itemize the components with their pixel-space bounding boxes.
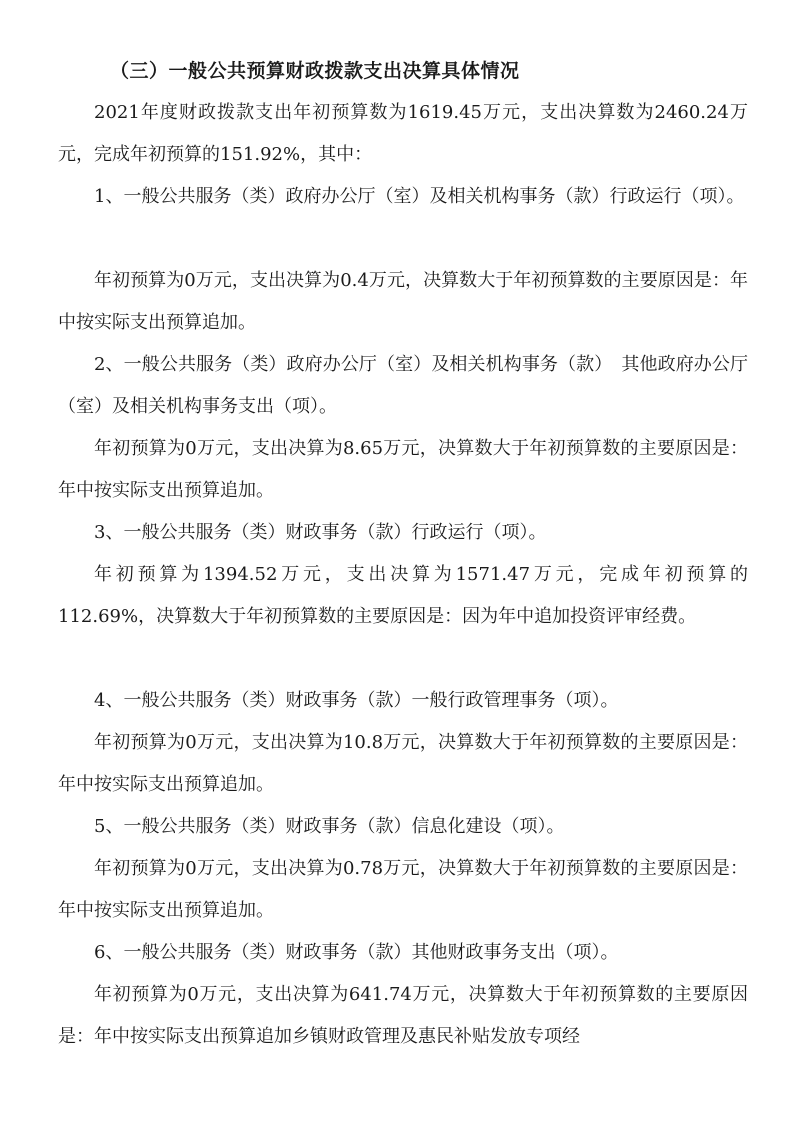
paragraph-item-1-title: 1、一般公共服务（类）政府办公厅（室）及相关机构事务（款）行政运行（项）。 [94, 186, 745, 207]
paragraph-item-4-detail: 年初预算为0万元，支出决算为10.8万元，决算数大于年初预算数的主要原因是：年中按实际支出预算追加。 [58, 732, 748, 795]
section-heading: （三）一般公共预算财政拨款支出决算具体情况 [110, 60, 520, 82]
paragraph-item-3-detail: 年初预算为1394.52万元，支出决算为1571.47万元，完成年初预算的112.69%，决算数大于年初预算数的主要原因是：因为年中追加投资评审经费。 [58, 564, 748, 627]
paragraph-item-2-title: 2、一般公共服务（类）政府办公厅（室）及相关机构事务（款） 其他政府办公厅（室）及相关机构事务支出（项）。 [58, 354, 748, 417]
paragraph-item-3-title: 3、一般公共服务（类）财政事务（款）行政运行（项）。 [94, 522, 547, 543]
paragraph-item-2-detail: 年初预算为0万元，支出决算为8.65万元，决算数大于年初预算数的主要原因是：年中按实际支出预算追加。 [58, 438, 748, 501]
paragraph-summary: 2021年度财政拨款支出年初预算数为1619.45万元，支出决算数为2460.24万元，完成年初预算的151.92%，其中： [58, 102, 748, 165]
paragraph-item-5-detail: 年初预算为0万元，支出决算为0.78万元，决算数大于年初预算数的主要原因是：年中按实际支出预算追加。 [58, 858, 748, 921]
paragraph-item-6-detail: 年初预算为0万元，支出决算为641.74万元，决算数大于年初预算数的主要原因是：年中按实际支出预算追加乡镇财政管理及惠民补贴发放专项经 [58, 984, 748, 1047]
paragraph-item-1-detail: 年初预算为0万元，支出决算为0.4万元，决算数大于年初预算数的主要原因是：年中按实际支出预算追加。 [58, 270, 748, 333]
paragraph-item-5-title: 5、一般公共服务（类）财政事务（款）信息化建设（项）。 [94, 816, 565, 837]
paragraph-item-4-title: 4、一般公共服务（类）财政事务（款）一般行政管理事务（项）。 [94, 690, 619, 711]
paragraph-item-6-title: 6、一般公共服务（类）财政事务（款）其他财政事务支出（项）。 [94, 942, 619, 963]
